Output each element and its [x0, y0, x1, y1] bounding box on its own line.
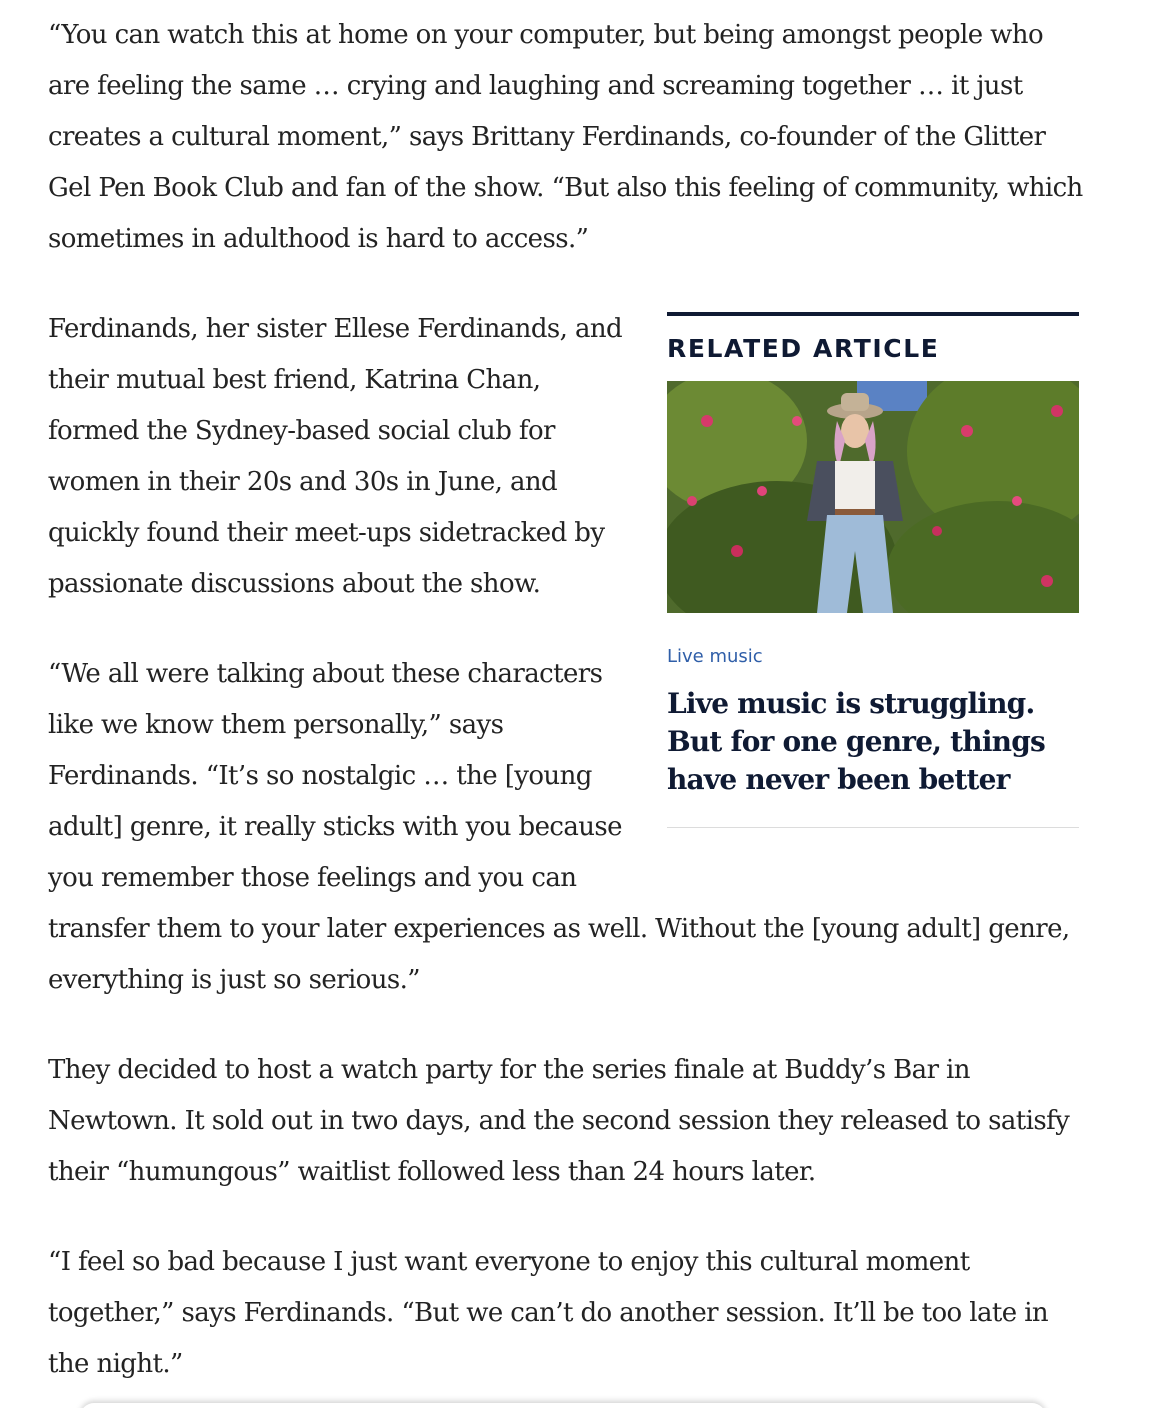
- paragraph-2: Ferdinands, her sister Ellese Ferdinands, and their mutual best friend, Katrina Chan, formed the Sydney-based social club for women in their 20s and 30s in June, and quickly found their meet-ups sidetracked by passionate discussions about the show.: [48, 314, 623, 599]
- related-article-tag: [667, 645, 1079, 669]
- related-article-image[interactable]: [667, 381, 1079, 613]
- paragraph-1: “You can watch this at home on your computer, but being amongst people who are feeling the same … crying and laughing and screaming together … it just creates a cultural moment,” says Brittany Ferdinands, co-founder of the Glitter Gel Pen Book Club and fan of the show. “But also this feeling of community, which sometimes in adulthood is hard to access.”: [48, 20, 1083, 254]
- paragraph-5: “I feel so bad because I just want everyone to enjoy this cultural moment together,” says Ferdinands. “But we can’t do another session. It’ll be too late in the night.”: [48, 1247, 1049, 1379]
- related-article-title-link[interactable]: Live music is struggling. But for one genre, things have never been better: [667, 687, 1045, 796]
- paragraph-3: “We all were talking about these characters like we know them personally,” says Ferdinands. “It’s so nostalgic … the [young adult] genre, it really sticks with you because you remember those feelings and you can transfer them to your later experiences as well. Without the [young adult] genre, everything is just so serious.”: [48, 659, 1070, 995]
- related-article-heading: RELATED ARTICLE: [667, 334, 940, 363]
- article-body: [48, 10, 1088, 1408]
- related-article-card[interactable]: [667, 312, 1079, 828]
- paragraph-4: They decided to host a watch party for the series finale at Buddy’s Bar in Newtown. It sold out in two days, and the second session they released to satisfy their “humungous” waitlist followed less than 24 hours later.: [48, 1055, 1070, 1187]
- bottom-overlay-edge: [80, 1403, 1046, 1408]
- live-music-tag-link[interactable]: Live music: [667, 646, 763, 667]
